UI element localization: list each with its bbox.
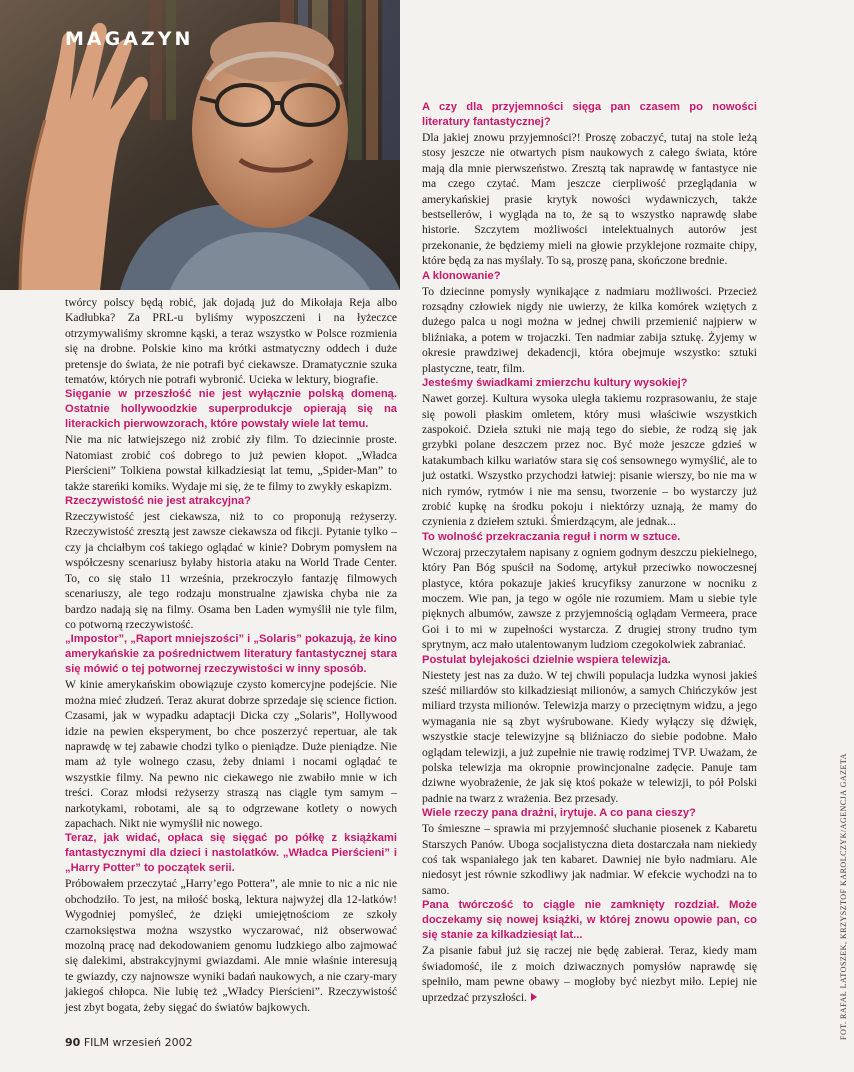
page-number: 90 — [65, 1036, 81, 1049]
paragraph: Dla jakiej znowu przyjemności?! Proszę zobaczyć, tutaj na stole leżą stosy jeszcze nie otwartych pism naukowych z całego świata, które mają dla mnie pierwszeństwo. Zresztą tak naprawdę w fantastyce nie ma czego czytać. Mam jeszcze cierpliwość przeglądania w amerykańskiej prasie krytyk nowości wydawniczych, także bestsellerów, i wygląda na to, że są to wszystko naprawdę słabe historie. Szczytem możliwości intelektualnych autorów jest przekonanie, że będziemy mieli na głowie przyklejone rozmaite chipy, które będą za nas myślały. To są, proszę pana, skończone brednie. — [422, 131, 757, 268]
interview-question: Postulat bylejakości dzielnie wspiera telewizja. — [422, 653, 671, 666]
end-of-article-icon — [531, 993, 537, 1001]
interview-question: Sięganie w przeszłość nie jest wyłącznie polską domeną. Ostatnie hollywoodzkie superprodukcje opierają się na literackich pierwowzorach, które powstały wiele lat temu. — [65, 388, 397, 431]
left-column — [65, 295, 397, 1015]
page-footer — [65, 1036, 193, 1049]
paragraph: twórcy polscy będą robić, jak dojadą już do Mikołaja Reja albo Kadłubka? Za PRL-u byliśmy wyposzczeni i na łyżeczce otrzymywaliśmy skromne kąski, a teraz wszystko w Polsce rozmienia się na drobne. Polskie kino ma krótki astmatyczny oddech i duże pretensje do świata, że nie potrafi być ciekawsze. Dramatycznie szuka tematów, których nie potrafi wybronić. Ucieka w lektury, biografie. — [65, 296, 397, 387]
interview-question: Pana twórczość to ciągle nie zamknięty rozdział. Może doczekamy się nowej książki, w której znowu opowie pan, co się stanie za kilkadziesiąt lat... — [422, 899, 757, 942]
paragraph: Rzeczywistość jest ciekawsza, niż to co proponują reżyserzy. Rzeczywistość zresztą jest zawsze ciekawsza od fikcji. Pytanie tylko – czy ja chciałbym coś takiego oglądać w kinie? Dobrym pomysłem na współczesny scenariusz byłaby historia ataku na World Trade Center. To, co się stało 11 września, przekroczyło fantazję filmowych scenariuszy, ale tego rodzaju monstrualne zjawiska chyba nie za bardzo nadają się na filmy. Osama ben Laden wymyślił nie tyle film, co potworną rzeczywistość. — [65, 510, 397, 631]
interview-question: A czy dla przyjemności sięga pan czasem po nowości literatury fantastycznej? — [422, 101, 757, 128]
paragraph: Próbowałem przeczytać „Harry’ego Pottera”, ale mnie to nic a nic nie obchodziło. To jest, na miłość boską, lektura najwyżej dla 12-latków! Wygodniej pomyśleć, że dzięki umiejętnościom ze szkoły czarnoksięstwa można wszystko wyczarować, niż obserwować mozolną pracę nad dekodowaniem genomu ludzkiego albo zajmować się dalekimi, abstrakcyjnymi gwiazdami. Ale mnie właśnie interesują te gwiazdy, czy najnowsze wyniki badań naukowych, a nie czary-mary jakiegoś chłopca. Nie lubię też „Władcy Pierścieni”. Rzeczywistość jest zbyt bogata, żeby sięgać do światów bajkowych. — [65, 877, 397, 1014]
photo-credit-text: FOT. RAFAŁ LATOSZEK, KRZYSZTOF KAROLCZYK/AGENCJA GAZETA — [839, 753, 848, 1040]
paragraph: To śmieszne – sprawia mi przyjemność słuchanie piosenek z Kabaretu Starszych Panów. Uboga socjalistyczna dieta dostarczała nam niekiedy coś tak wspaniałego jak ten kabaret. Dawniej nie było nadmiaru. Ale niedosyt jest równie szkodliwy jak nadmiar. W efekcie wychodzi na to samo. — [422, 822, 757, 897]
interview-question: „Impostor”, „Raport mniejszości” i „Solaris” pokazują, że kino amerykańskie za pośrednictwem literatury fantastycznej stara się mówić o tej potwornej rzeczywistości w inny sposób. — [65, 633, 397, 676]
paragraph-final — [422, 943, 757, 1005]
portrait-photo — [0, 0, 400, 290]
section-label: MAGAZYN — [65, 28, 194, 50]
interview-question: Wiele rzeczy pana drażni, irytuje. A co pana cieszy? — [422, 807, 696, 820]
interview-question: Jesteśmy świadkami zmierzchu kultury wysokiej? — [422, 377, 688, 390]
interview-question: A klonowanie? — [422, 269, 501, 282]
interview-question: Rzeczywistość nie jest atrakcyjna? — [65, 495, 251, 508]
paragraph: Nie ma nic łatwiejszego niż zrobić zły film. To dziecinnie proste. Natomiast zrobić coś dobrego to już pewien kłopot. „Władca Pierścieni” Tolkiena powstał kilkadziesiąt lat temu, „Spider-Man” to także stareńki komiks. Wydaje mi się, że te filmy to zwykły eskapizm. — [65, 433, 397, 493]
paragraph: To dziecinne pomysły wynikające z nadmiaru możliwości. Przecież rozsądny człowiek nigdy nie uwierzy, że kilka komórek wziętych z dużego palca u nogi można w jednej chwili przemienić najpierw w bliźniaka, a potem w trojaczki. Ten nadmiar zabija sztukę. Żyjemy w okresie prawdziwej dekadencji, która obejmuje wszystko: sztuki plastyczne, teatr, film. — [422, 284, 757, 375]
paragraph: Niestety jest nas za dużo. W tej chwili populacja ludzka wynosi jakieś sześć miliardów sto kilkadziesiąt milionów, a samych Chińczyków jest miliard trzysta milionów. Telewizja marzy o przeciętnym widzu, a jego wymagania nie są zbyt wyśrubowane. Kiedy wyłączy się dźwięk, wszystkie stacje telewizyjne są bliźniaczo do siebie podobne. Mało oglądam telewizji, a już zupełnie nie trawię rodzimej TVP. Uważam, że polska telewizja ma okropnie prowincjonalne zadęcie. Panuje tam dziwne wyobrażenie, że jak się ktoś pokaże w telewizji, to pół Polski padnie na twarz z wrażenia. Bez przesady. — [422, 668, 757, 805]
right-column — [422, 100, 757, 1005]
final-paragraph-text: Za pisanie fabuł już się raczej nie będę zabierał. Teraz, kiedy mam świadomość, ile z moich dziwacznych pomysłów naprawdę się spełniło, mam pewne obawy – mogłoby być niezbyt miło. Lepiej nie uprzedzać przyszłości. — [422, 944, 757, 1004]
photo-credit — [836, 740, 850, 1040]
interview-question: Teraz, jak widać, opłaca się sięgać po półkę z książkami fantastycznymi dla dzieci i nastolatków. „Władca Pierścieni” i „Harry Potter” to początek serii. — [65, 832, 397, 875]
portrait-illustration — [0, 0, 400, 290]
paragraph: Nawet gorzej. Kultura wysoka uległa takiemu rozprasowaniu, że staje się powoli płaskim omletem, który musi właściwie wszystkich zaspokoić. Dzieła sztuki nie mają tego do siebie, że rodzą się jak grzybki polane deszczem przez noc. Być może jeszcze gdzieś w katakumbach kilku wariatów stara się coś sensownego wymyślić, ale to już ostatki. Wszystko przychodzi łatwiej: pisanie wierszy, bo nie ma w nich rymów, rytmów i nie ma sensu, tworzenie – bo wystarczy już zrobić kupkę na środku pokoju i niektórzy uznają, że mamy do czynienia z dziełem sztuki. Śmierdzącym, ale jednak... — [422, 392, 757, 529]
magazine-issue: FILM wrzesień 2002 — [83, 1036, 193, 1049]
paragraph: Wczoraj przeczytałem napisany z ogniem godnym deszczu piekielnego, który Pan Bóg spuścił na Sodomę, artykuł przeciwko nowoczesnej plastyce, która pokazuje jakieś krucyfiksy zanurzone w nocniku z moczem. Wie pan, ja tego w ogóle nie rozumiem. Mam u siebie tyle pięknych albumów, zawsze z przyjemnością oglądam Vermeera, prace Goi i to mi w zupełności wystarcza. Z drugiej strony trudno tym sprytnym, acz mało utalentowanym ludziom czegokolwiek zabraniać. — [422, 545, 757, 652]
paragraph: W kinie amerykańskim obowiązuje czysto komercyjne podejście. Nie można mieć złudzeń. Teraz akurat dobrze sprzedaje się science fiction. Czasami, jak w wypadku adaptacji Dicka czy „Solaris”, Hollywood idzie na pewien eksperyment, bo chce poszerzyć repertuar, ale tak naprawdę w tej zabawie chodzi tylko o pieniądze. Duże pieniądze. Nie mam aż tyle wolnego czasu, żeby dniami i nocami oglądać te wszystkie filmy. Na pewno nic ciekawego nie zwabiło mnie w ich treści. Coraz młodsi reżyserzy straszą nas ciągle tym samym – narkotykami, robotami, ale są to odgrzewane kotlety o nowych zapachach. Nikt nie wymyślił nic nowego. — [65, 678, 397, 830]
interview-question: To wolność przekraczania reguł i norm w sztuce. — [422, 530, 681, 543]
